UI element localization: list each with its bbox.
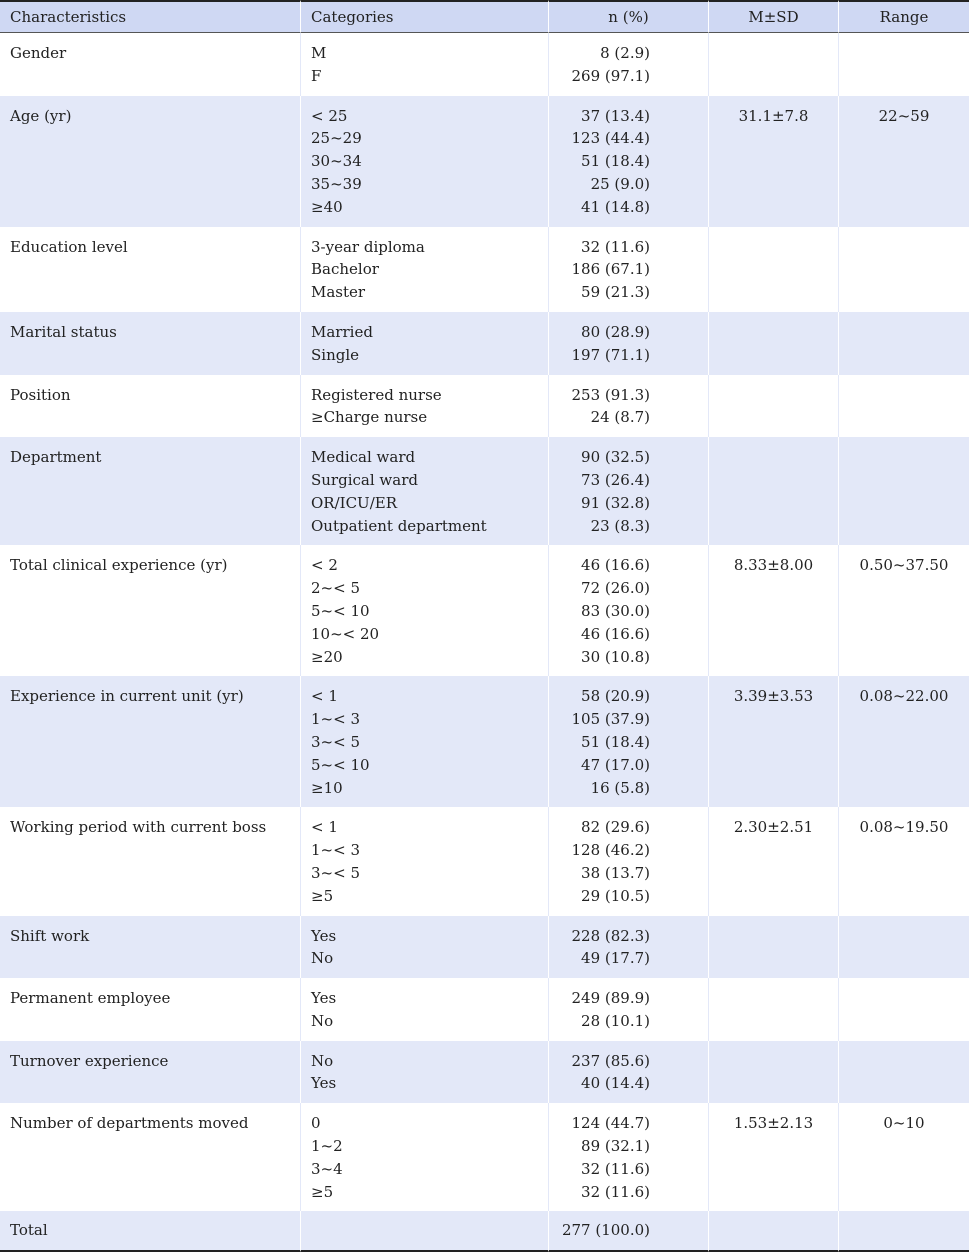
category-label: Single (311, 345, 360, 364)
categories-cell (301, 1103, 549, 1211)
characteristic-cell: Number of departments moved (0, 1103, 301, 1211)
category-label: 0 (311, 1114, 321, 1133)
categories-cell (301, 676, 549, 807)
characteristic-cell: Shift work (0, 916, 301, 979)
n-percent-cell (549, 676, 709, 807)
mean-sd-cell (709, 312, 839, 375)
n-percent-value: 49 (17.7) (581, 949, 650, 968)
mean-sd-cell: 3.39±3.53 (709, 676, 839, 807)
n-percent-cell (549, 375, 709, 438)
mean-sd-cell: 1.53±2.13 (709, 1103, 839, 1211)
n-percent-value: 82 (29.6) (581, 818, 650, 837)
n-percent-value: 186 (67.1) (571, 260, 650, 279)
header-categories: Categories (301, 0, 549, 33)
characteristic-cell: Turnover experience (0, 1041, 301, 1104)
categories-cell (301, 375, 549, 438)
n-percent-value: 41 (14.8) (581, 197, 650, 216)
category-label: 3~4 (311, 1159, 343, 1178)
characteristic-cell: Age (yr) (0, 96, 301, 227)
categories-cell (301, 545, 549, 676)
n-percent-value: 58 (20.9) (581, 687, 650, 706)
range-cell: 22~59 (839, 96, 969, 227)
mean-sd-cell: 2.30±2.51 (709, 807, 839, 915)
n-percent-value: 30 (10.8) (581, 647, 650, 666)
n-percent-value: 38 (13.7) (581, 863, 650, 882)
table-row (0, 96, 969, 227)
range-cell (839, 1041, 969, 1104)
category-label: Surgical ward (311, 470, 418, 489)
n-percent-cell (549, 1041, 709, 1104)
n-percent-value: 83 (30.0) (581, 601, 650, 620)
n-percent-value: 197 (71.1) (571, 345, 650, 364)
categories-cell (301, 978, 549, 1041)
category-label: 3~< 5 (311, 732, 360, 751)
characteristic-cell: Working period with current boss (0, 807, 301, 915)
category-label: Yes (311, 1074, 337, 1093)
categories-cell (301, 33, 549, 96)
table-row (0, 312, 969, 375)
mean-sd-cell: 31.1±7.8 (709, 96, 839, 227)
table-row (0, 807, 969, 915)
n-percent-value: 128 (46.2) (571, 841, 650, 860)
range-cell (839, 978, 969, 1041)
n-percent-cell (549, 916, 709, 979)
total-categories (301, 1211, 549, 1252)
range-cell: 0.50~37.50 (839, 545, 969, 676)
n-percent-value: 80 (28.9) (581, 322, 650, 341)
total-row (0, 1211, 969, 1252)
category-label: 30~34 (311, 152, 362, 171)
categories-cell (301, 807, 549, 915)
category-label: < 2 (311, 556, 338, 575)
category-label: No (311, 1011, 334, 1030)
mean-sd-cell (709, 1041, 839, 1104)
range-cell: 0~10 (839, 1103, 969, 1211)
characteristic-cell: Position (0, 375, 301, 438)
characteristic-cell: Experience in current unit (yr) (0, 676, 301, 807)
mean-sd-cell (709, 978, 839, 1041)
header-characteristics: Characteristics (0, 0, 301, 33)
categories-cell (301, 1041, 549, 1104)
category-label: 25~29 (311, 129, 362, 148)
n-percent-value: 40 (14.4) (581, 1074, 650, 1093)
n-percent-cell (549, 437, 709, 545)
category-label: < 1 (311, 687, 338, 706)
category-label: Married (311, 322, 373, 341)
n-percent-value: 90 (32.5) (581, 448, 650, 467)
n-percent-cell (549, 33, 709, 96)
category-label: Yes (311, 926, 337, 945)
n-percent-value: 59 (21.3) (581, 283, 650, 302)
characteristic-cell: Permanent employee (0, 978, 301, 1041)
n-percent-value: 46 (16.6) (581, 624, 650, 643)
n-percent-value: 269 (97.1) (571, 66, 650, 85)
n-percent-cell (549, 1103, 709, 1211)
category-label: Bachelor (311, 260, 379, 279)
n-percent-cell (549, 96, 709, 227)
category-label: < 25 (311, 106, 348, 125)
n-percent-value: 25 (9.0) (590, 174, 650, 193)
table-header (0, 0, 969, 33)
mean-sd-cell (709, 227, 839, 312)
table-row (0, 375, 969, 438)
range-cell (839, 375, 969, 438)
total-label: Total (0, 1211, 301, 1252)
category-label: F (311, 66, 322, 85)
category-label: 1~2 (311, 1137, 343, 1156)
category-label: ≥20 (311, 647, 343, 666)
n-percent-value: 253 (91.3) (571, 385, 650, 404)
category-label: 5~< 10 (311, 601, 370, 620)
n-percent-value: 24 (8.7) (590, 408, 650, 427)
header-n-percent: n (%) (549, 0, 709, 33)
n-percent-value: 72 (26.0) (581, 579, 650, 598)
header-mean-sd: M±SD (709, 0, 839, 33)
total-n: 277 (100.0) (549, 1211, 709, 1252)
n-percent-value: 29 (10.5) (581, 886, 650, 905)
table-row (0, 676, 969, 807)
categories-cell (301, 96, 549, 227)
n-percent-value: 51 (18.4) (581, 732, 650, 751)
table-row (0, 437, 969, 545)
category-label: ≥Charge nurse (311, 408, 428, 427)
total-range (839, 1211, 969, 1252)
n-percent-value: 228 (82.3) (571, 926, 650, 945)
n-percent-value: 91 (32.8) (581, 493, 650, 512)
n-percent-cell (549, 978, 709, 1041)
table-row (0, 1041, 969, 1104)
n-percent-cell (549, 807, 709, 915)
category-label: No (311, 949, 334, 968)
n-percent-cell (549, 312, 709, 375)
categories-cell (301, 312, 549, 375)
characteristic-cell: Total clinical experience (yr) (0, 545, 301, 676)
category-label: 2~< 5 (311, 579, 360, 598)
category-label: Yes (311, 989, 337, 1008)
category-label: M (311, 44, 327, 62)
range-cell (839, 33, 969, 96)
table-row (0, 545, 969, 676)
range-cell: 0.08~19.50 (839, 807, 969, 915)
n-percent-value: 32 (11.6) (581, 237, 650, 256)
n-percent-value: 8 (2.9) (600, 44, 650, 62)
n-percent-value: 16 (5.8) (590, 778, 650, 797)
n-percent-value: 89 (32.1) (581, 1137, 650, 1156)
category-label: 5~< 10 (311, 755, 370, 774)
category-label: Registered nurse (311, 385, 442, 404)
n-percent-value: 51 (18.4) (581, 152, 650, 171)
table-row (0, 227, 969, 312)
n-percent-cell (549, 545, 709, 676)
n-percent-value: 237 (85.6) (571, 1051, 650, 1070)
category-label: OR/ICU/ER (311, 493, 397, 512)
category-label: 3-year diploma (311, 237, 425, 256)
category-label: < 1 (311, 818, 338, 837)
n-percent-value: 47 (17.0) (581, 755, 650, 774)
n-percent-value: 28 (10.1) (581, 1011, 650, 1030)
category-label: ≥40 (311, 197, 343, 216)
category-label: 1~< 3 (311, 841, 360, 860)
n-percent-value: 37 (13.4) (581, 106, 650, 125)
n-percent-cell (549, 227, 709, 312)
n-percent-value: 105 (37.9) (571, 710, 650, 729)
n-percent-value: 46 (16.6) (581, 556, 650, 575)
category-label: Medical ward (311, 448, 416, 467)
category-label: 3~< 5 (311, 863, 360, 882)
characteristic-cell: Department (0, 437, 301, 545)
characteristic-cell: Gender (0, 33, 301, 96)
category-label: Master (311, 283, 366, 302)
n-percent-value: 23 (8.3) (590, 516, 650, 535)
n-percent-value: 32 (11.6) (581, 1159, 650, 1178)
category-label: Outpatient department (311, 516, 487, 535)
mean-sd-cell (709, 437, 839, 545)
n-percent-value: 32 (11.6) (581, 1182, 650, 1201)
category-label: ≥10 (311, 778, 343, 797)
n-percent-value: 249 (89.9) (571, 989, 650, 1008)
n-percent-value: 124 (44.7) (571, 1114, 650, 1133)
mean-sd-cell (709, 33, 839, 96)
header-range: Range (839, 0, 969, 33)
category-label: ≥5 (311, 1182, 334, 1201)
category-label: 35~39 (311, 174, 362, 193)
category-label: ≥5 (311, 886, 334, 905)
mean-sd-cell (709, 916, 839, 979)
total-mean-sd (709, 1211, 839, 1252)
n-percent-value: 73 (26.4) (581, 470, 650, 489)
table-row (0, 978, 969, 1041)
characteristic-cell: Marital status (0, 312, 301, 375)
category-label: 1~< 3 (311, 710, 360, 729)
range-cell (839, 437, 969, 545)
range-cell (839, 227, 969, 312)
range-cell (839, 916, 969, 979)
mean-sd-cell (709, 375, 839, 438)
table-row (0, 33, 969, 96)
n-percent-value: 123 (44.4) (571, 129, 650, 148)
table-body (0, 33, 969, 1252)
category-label: 10~< 20 (311, 624, 380, 643)
characteristic-cell: Education level (0, 227, 301, 312)
range-cell (839, 312, 969, 375)
categories-cell (301, 227, 549, 312)
mean-sd-cell: 8.33±8.00 (709, 545, 839, 676)
header-row (0, 0, 969, 33)
range-cell: 0.08~22.00 (839, 676, 969, 807)
table-row (0, 1103, 969, 1211)
categories-cell (301, 437, 549, 545)
category-label: No (311, 1051, 334, 1070)
categories-cell (301, 916, 549, 979)
table-row (0, 916, 969, 979)
